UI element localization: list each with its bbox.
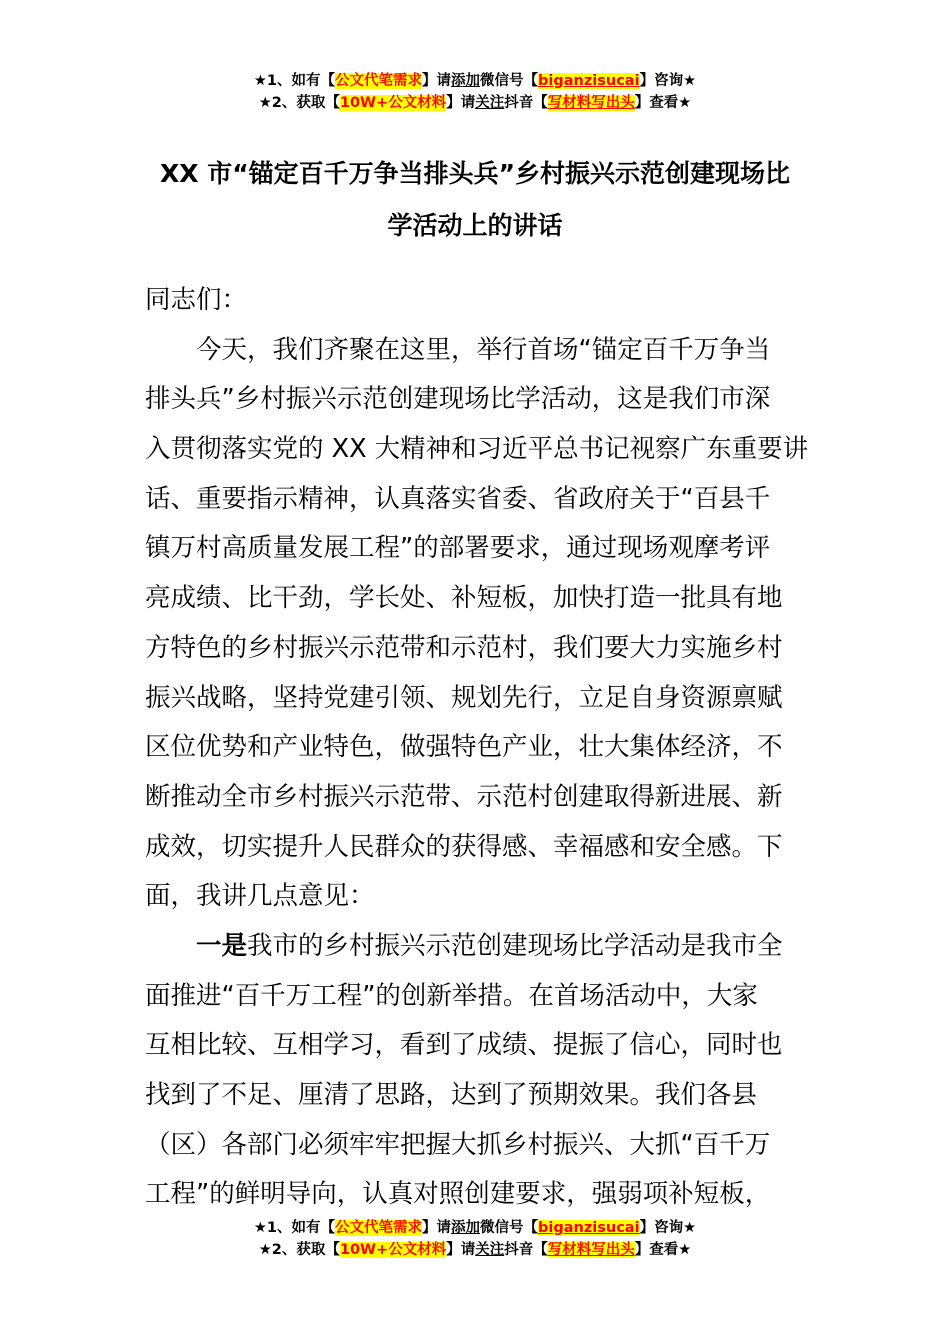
body-line: 面推进“百千万工程”的创新举措。在首场活动中，大家 bbox=[145, 980, 758, 1011]
salutation: 同志们： bbox=[145, 285, 248, 315]
body-line: 找到了不足、厘清了思路，达到了预期效果。我们各县 bbox=[145, 1080, 758, 1110]
promo-footer bbox=[0, 1217, 950, 1261]
promo-underline: 添加 bbox=[451, 73, 481, 89]
promo-text: 微信号【 bbox=[480, 73, 539, 89]
promo-underline: 添加 bbox=[451, 1220, 481, 1236]
body-line-text: 我市的乡村振兴示范创建现场比学活动是我市全 bbox=[247, 930, 783, 961]
promo-underline: 关注 bbox=[475, 95, 505, 111]
body-line: 方特色的乡村振兴示范带和示范村，我们要大力实施乡村 bbox=[145, 632, 783, 663]
promo-text: 】请 bbox=[446, 1242, 476, 1258]
promo-text: 】查看★ bbox=[634, 95, 692, 111]
promo-douyin-id[interactable]: 写材料写出头 bbox=[547, 95, 635, 111]
promo-text: ★1、如有【 bbox=[253, 73, 336, 89]
body-line: 工程”的鲜明导向，认真对照创建要求，强弱项补短板， bbox=[145, 1179, 771, 1210]
body-line: 今天，我们齐聚在这里，举行首场“锚定百千万争当 bbox=[196, 334, 771, 365]
promo-line-1 bbox=[0, 1217, 950, 1239]
body-line: （区）各部门必须牢牢把握大抓乡村振兴、大抓“百千万 bbox=[145, 1129, 771, 1160]
promo-text: 抖音【 bbox=[504, 95, 548, 111]
promo-text: 微信号【 bbox=[480, 1220, 539, 1236]
point-lead: 一是 bbox=[196, 930, 248, 961]
promo-highlight: 10W+公文材料 bbox=[339, 95, 447, 111]
promo-text: ★2、获取【 bbox=[258, 95, 340, 111]
promo-text: 】请 bbox=[422, 1220, 452, 1236]
promo-text: 】咨询★ bbox=[639, 1220, 697, 1236]
body-line: 区位优势和产业特色，做强特色产业，壮大集体经济，不 bbox=[145, 732, 783, 763]
promo-text: 】查看★ bbox=[634, 1242, 692, 1258]
body-line: 断推动全市乡村振兴示范带、示范村创建取得新进展、新 bbox=[145, 781, 783, 812]
title-line: 学活动上的讲话 bbox=[387, 211, 563, 240]
promo-highlight: 公文代笔需求 bbox=[335, 73, 423, 89]
body-line: 排头兵”乡村振兴示范创建现场比学活动，这是我们市深 bbox=[145, 384, 771, 415]
promo-line-1 bbox=[0, 70, 950, 92]
body-line: 亮成绩、比干劲，学长处、补短板，加快打造一批具有地 bbox=[145, 583, 783, 614]
promo-line-2 bbox=[0, 1239, 950, 1261]
body-line: 振兴战略，坚持党建引领、规划先行，立足自身资源禀赋 bbox=[145, 682, 783, 713]
promo-header bbox=[0, 70, 950, 114]
body-line: 面，我讲几点意见： bbox=[145, 881, 375, 912]
promo-douyin-id[interactable]: 写材料写出头 bbox=[547, 1242, 635, 1258]
paragraph-1 bbox=[145, 326, 810, 922]
promo-text: 】请 bbox=[446, 95, 476, 111]
body-line bbox=[145, 922, 810, 972]
body-line: 入贯彻落实党的 XX 大精神和习近平总书记视察广东重要讲 bbox=[145, 434, 809, 465]
body-line: 镇万村高质量发展工程”的部署要求，通过现场观摩考评 bbox=[145, 533, 771, 564]
document-title bbox=[100, 148, 850, 252]
promo-wechat-id[interactable]: biganzisucai bbox=[538, 73, 640, 89]
promo-line-2 bbox=[0, 92, 950, 114]
promo-wechat-id[interactable]: biganzisucai bbox=[538, 1220, 640, 1236]
body-line: 互相比较、互相学习，看到了成绩、提振了信心，同时也 bbox=[145, 1030, 783, 1061]
title-line: XX 市“锚定百千万争当排头兵”乡村振兴示范创建现场比 bbox=[159, 159, 791, 188]
document-body bbox=[145, 276, 810, 1220]
paragraph-2 bbox=[145, 922, 810, 1220]
promo-underline: 关注 bbox=[475, 1242, 505, 1258]
promo-text: 抖音【 bbox=[504, 1242, 548, 1258]
promo-text: 】请 bbox=[422, 73, 452, 89]
promo-highlight: 公文代笔需求 bbox=[335, 1220, 423, 1236]
promo-highlight: 10W+公文材料 bbox=[339, 1242, 447, 1258]
promo-text: 】咨询★ bbox=[639, 73, 697, 89]
promo-text: ★1、如有【 bbox=[253, 1220, 336, 1236]
body-line: 成效，切实提升人民群众的获得感、幸福感和安全感。下 bbox=[145, 831, 783, 862]
promo-text: ★2、获取【 bbox=[258, 1242, 340, 1258]
body-line: 话、重要指示精神，认真落实省委、省政府关于“百县千 bbox=[145, 483, 771, 514]
